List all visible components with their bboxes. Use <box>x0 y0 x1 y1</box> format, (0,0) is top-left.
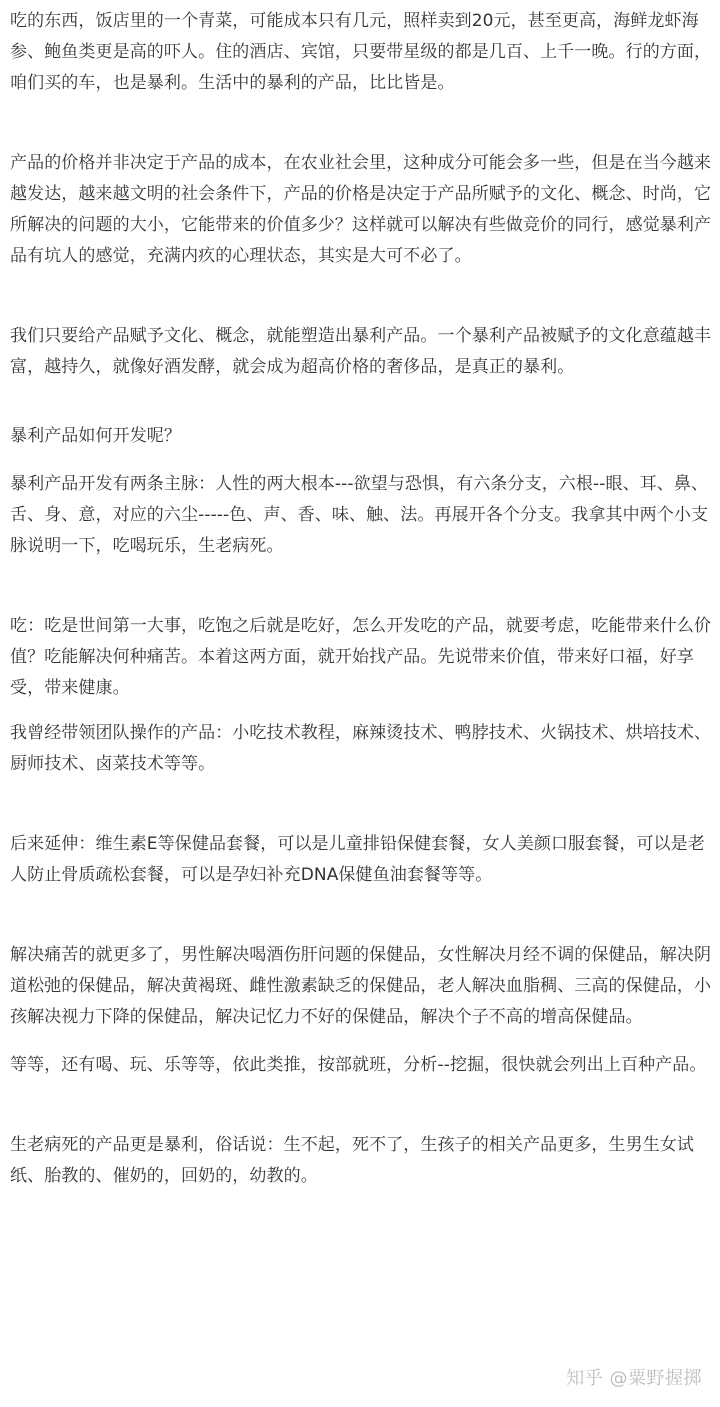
paragraph-team-products: 我曾经带领团队操作的产品：小吃技术教程，麻辣烫技术、鸭脖技术、火锅技术、烘培技术、厨师技术、卤菜技术等等。 <box>10 723 712 774</box>
paragraph-main-veins: 暴利产品开发有两条主脉：人性的两大根本---欲望与恐惧，有六条分支，六根--眼、耳、鼻、舌、身、意，对应的六尘-----色、声、香、味、触、法。再展开各个分支。我拿其中两个小支脉说明一下，吃喝玩乐，生老病死。 <box>10 474 709 556</box>
paragraph-extension: 后来延伸：维生素E等保健品套餐，可以是儿童排铅保健套餐，女人美颜口服套餐，可以是老人防止骨质疏松套餐，可以是孕妇补充DNA保健鱼油套餐等等。 <box>10 834 705 885</box>
paragraph-pain-relief: 解决痛苦的就更多了，男性解决喝酒伤肝问题的保健品，女性解决月经不调的保健品，解决阴道松弛的保健品，解决黄褐斑、雌性激素缺乏的保健品，老人解决血脂稠、三高的保健品，小孩解决视力下降的保健品，解决记忆力不好的保健品，解决个子不高的增高保健品。 <box>10 945 712 1027</box>
paragraph-culture: 我们只要给产品赋予文化、概念，就能塑造出暴利产品。一个暴利产品被赋予的文化意蕴越丰富，越持久，就像好酒发酵，就会成为超高价格的奢侈品，是真正的暴利。 <box>10 326 712 377</box>
paragraph-pricing: 产品的价格并非决定于产品的成本，在农业社会里，这种成分可能会多一些，但是在当今越来越发达，越来越文明的社会条件下，产品的价格是决定于产品所赋予的文化、概念、时尚，它所解决的问题的大小，它能带来的价值多少？这样就可以解决有些做竞价的同行，感觉暴利产品有坑人的感觉，充满内疚的心理状态，其实是大可不必了。 <box>10 153 712 266</box>
paragraph-life-death: 生老病死的产品更是暴利，俗话说：生不起，死不了，生孩子的相关产品更多，生男生女试纸、胎教的、催奶的，回奶的，幼教的。 <box>10 1135 694 1186</box>
watermark-text: 知乎 @粟野握掷 <box>566 1368 702 1389</box>
paragraph-question: 暴利产品如何开发呢？ <box>10 426 181 446</box>
paragraph-and-so-on: 等等，还有喝、玩、乐等等，依此类推，按部就班，分析--挖掘，很快就会列出上百种产品。 <box>10 1055 707 1075</box>
article-body <box>10 6 718 1192</box>
paragraph-eating: 吃：吃是世间第一大事，吃饱之后就是吃好，怎么开发吃的产品，就要考虑，吃能带来什么价值？吃能解决何种痛苦。本着这两方面，就开始找产品。先说带来价值，带来好口福，好享受，带来健康。 <box>10 616 712 698</box>
paragraph-costs: 吃的东西，饭店里的一个青菜，可能成本只有几元，照样卖到20元，甚至更高，海鲜龙虾海参、鲍鱼类更是高的吓人。住的酒店、宾馆，只要带星级的都是几百、上千一晚。行的方面，咱们买的车，也是暴利。生活中的暴利的产品，比比皆是。 <box>10 11 712 93</box>
